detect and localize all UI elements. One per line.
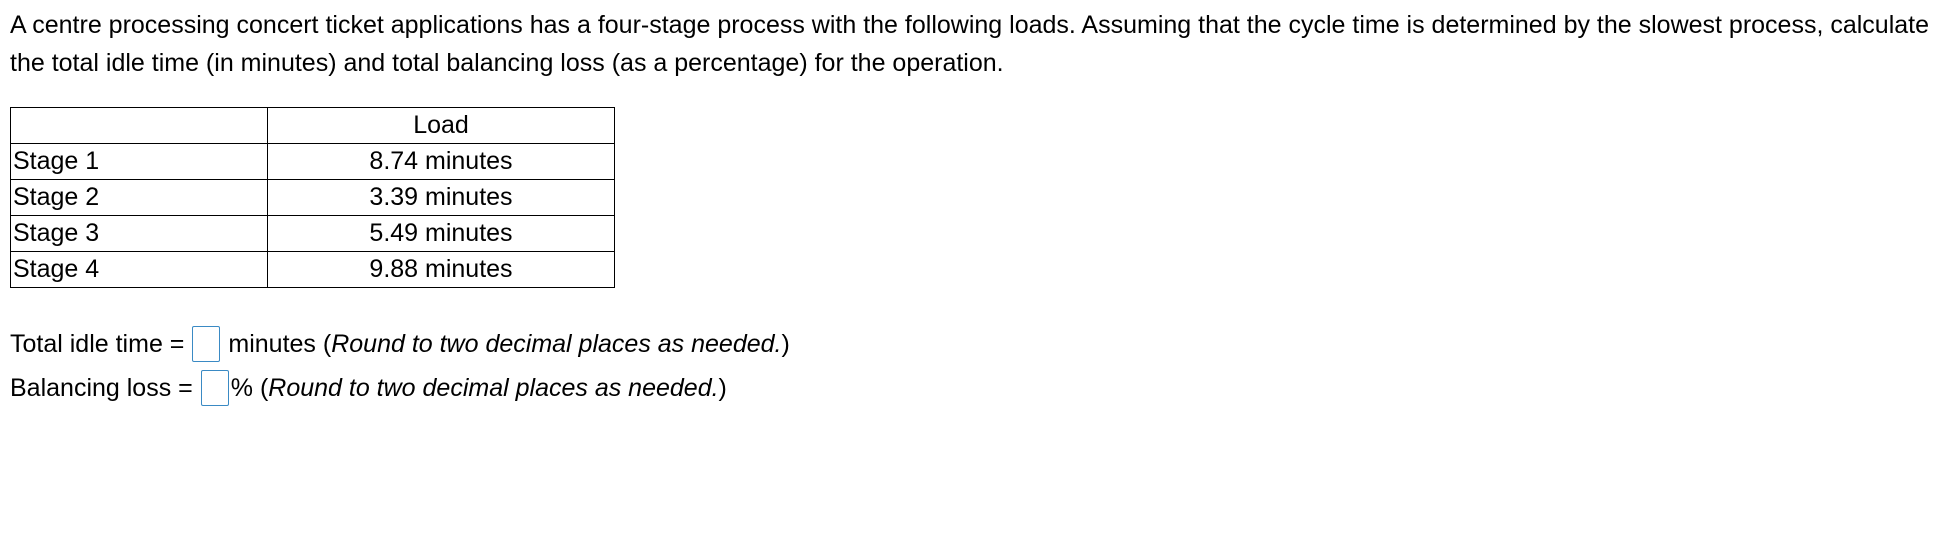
stage-label: Stage 1	[11, 144, 268, 180]
question-text: A centre processing concert ticket applications has a four-stage process with the following loads. Assuming that the cycle time is determined by the slowest process, calculate the total idle time (in minutes) and total balancing loss (as a percentage) for the operation.	[10, 11, 1930, 77]
stage-load: 8.74 minutes	[268, 144, 615, 180]
table-header-blank	[11, 108, 268, 144]
table-row	[11, 144, 615, 180]
idle-time-input[interactable]	[192, 326, 220, 362]
table-row	[11, 180, 615, 216]
table-header-load: Load	[268, 108, 615, 144]
balancing-loss-hint: Round to two decimal places as needed.	[268, 373, 719, 402]
load-table	[10, 107, 615, 288]
idle-time-close: )	[781, 329, 790, 358]
stage-load: 9.88 minutes	[268, 252, 615, 288]
table-row	[11, 252, 615, 288]
stage-label: Stage 2	[11, 180, 268, 216]
stage-load: 5.49 minutes	[268, 216, 615, 252]
idle-time-answer-line	[10, 326, 790, 362]
balancing-loss-answer-line	[10, 370, 727, 406]
stage-load: 3.39 minutes	[268, 180, 615, 216]
balancing-loss-label: Balancing loss =	[10, 373, 193, 402]
balancing-loss-input[interactable]	[201, 370, 229, 406]
balancing-loss-unit: % (	[230, 373, 269, 402]
idle-time-hint: Round to two decimal places as needed.	[331, 329, 782, 358]
idle-time-label: Total idle time =	[10, 329, 185, 358]
stage-label: Stage 3	[11, 216, 268, 252]
balancing-loss-close: )	[718, 373, 727, 402]
table-header-row	[11, 108, 615, 144]
table-row	[11, 216, 615, 252]
stage-label: Stage 4	[11, 252, 268, 288]
idle-time-unit: minutes (	[228, 329, 332, 358]
